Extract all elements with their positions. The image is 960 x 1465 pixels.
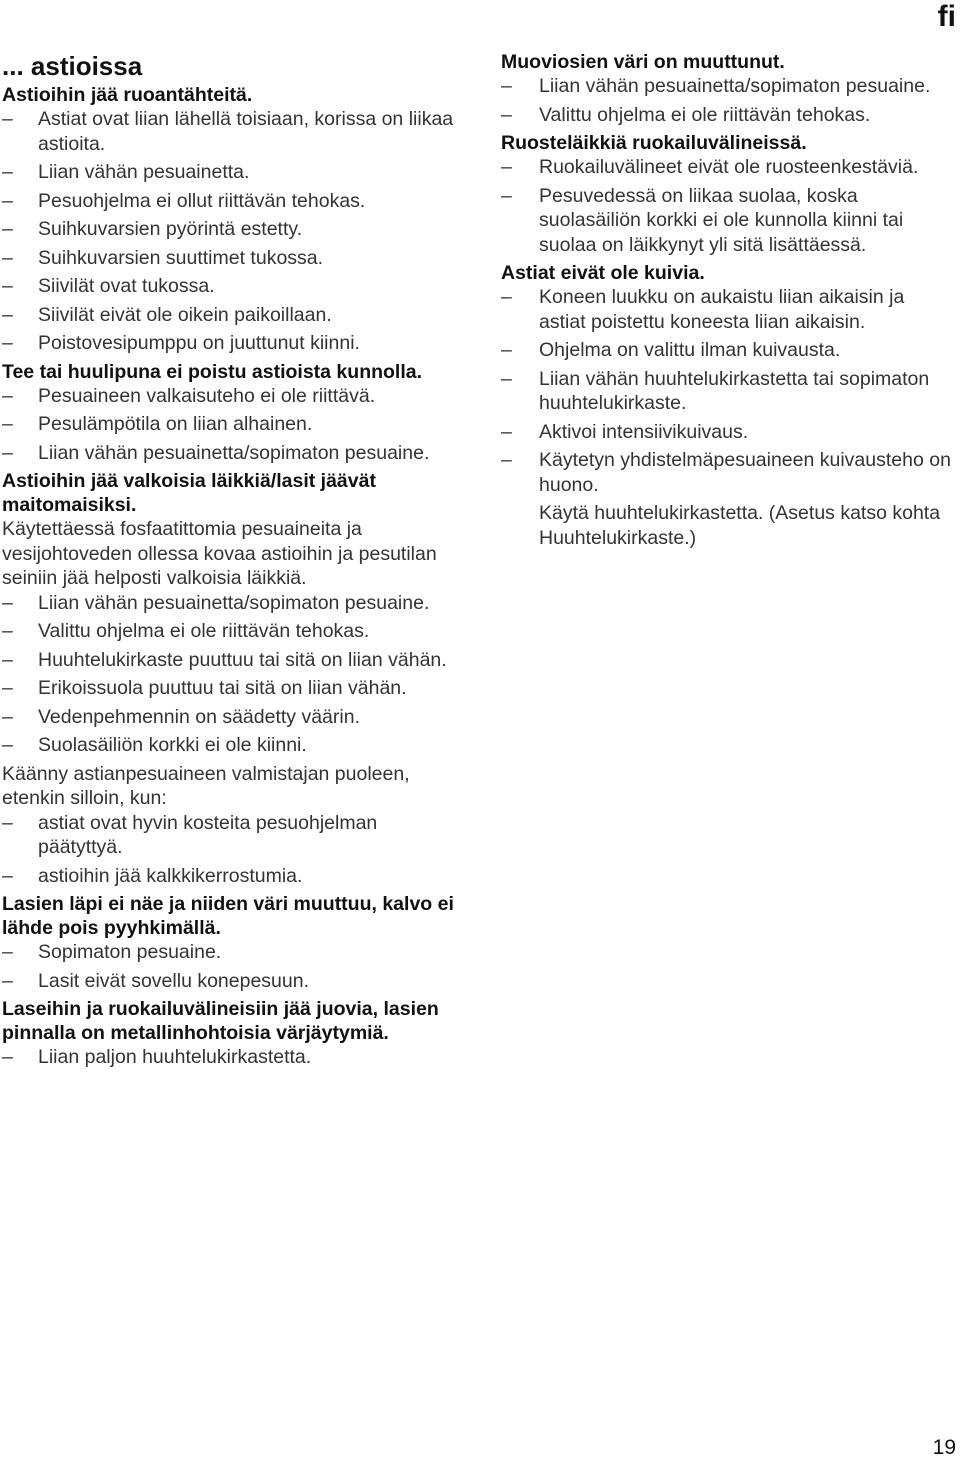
- cause-item: – Pesulämpötila on liian alhainen.: [2, 412, 467, 437]
- cause-item: – Sopimaton pesuaine.: [2, 940, 467, 965]
- problem-heading: Ruosteläikkiä ruokailuvälineissä.: [501, 132, 807, 154]
- cause-item: – Pesuvedessä on liikaa suolaa, koska suolasäiliön korkki ei ole kunnolla kiinni tai suolaa on läikkynyt yli sitä lisättäessä.: [501, 184, 956, 258]
- cause-item: – Käytetyn yhdistelmäpesuaineen kuivausteho on huono.: [501, 448, 956, 497]
- cause-item: – Siivilät eivät ole oikein paikoillaan.: [2, 303, 467, 328]
- cause-item: – Siivilät ovat tukossa.: [2, 274, 467, 299]
- section-title: ... astioissa: [2, 51, 143, 81]
- problem-heading: Lasien läpi ei näe ja niiden väri muuttuu, kalvo ei lähde pois pyyhkimällä.: [2, 893, 454, 939]
- cause-item: – Vedenpehmennin on säädetty väärin.: [2, 705, 467, 730]
- cause-item: – Erikoissuola puuttuu tai sitä on liian vähän.: [2, 676, 467, 701]
- cause-item: – Pesuaineen valkaisuteho ei ole riittävä.: [2, 384, 467, 409]
- cause-item: – Lasit eivät sovellu konepesuun.: [2, 969, 467, 994]
- cause-item: – Valittu ohjelma ei ole riittävän tehokas.: [501, 103, 956, 128]
- right-column: [501, 50, 956, 550]
- language-code: fi: [937, 0, 956, 33]
- cause-item: – Poistovesipumppu on juuttunut kiinni.: [2, 331, 467, 356]
- paragraph: Käytettäessä fosfaatittomia pesuaineita ja vesijohtoveden ollessa kovaa astioihin ja pesutilan seiniin jää helposti valkoisia läikkiä.: [2, 518, 437, 589]
- cause-item: – astiat ovat hyvin kosteita pesuohjelman päätyttyä.: [2, 811, 467, 860]
- cause-item: – Huuhtelukirkaste puuttuu tai sitä on liian vähän.: [2, 648, 467, 673]
- paragraph: Käänny astianpesuaineen valmistajan puoleen, etenkin silloin, kun:: [2, 762, 410, 809]
- problem-heading: Astioihin jää ruoantähteitä.: [2, 84, 253, 106]
- cause-item: – Suihkuvarsien pyörintä estetty.: [2, 217, 467, 242]
- cause-item: – Liian paljon huuhtelukirkastetta.: [2, 1045, 467, 1070]
- cause-item: – Astiat ovat liian lähellä toisiaan, korissa on liikaa astioita.: [2, 107, 467, 156]
- cause-item: – Koneen luukku on aukaistu liian aikaisin ja astiat poistettu koneesta liian aikaisin.: [501, 285, 956, 334]
- cause-item: – Pesuohjelma ei ollut riittävän tehokas.: [2, 189, 467, 214]
- cause-item: – Liian vähän pesuainetta/sopimaton pesuaine.: [2, 591, 467, 616]
- problem-heading: Tee tai huulipuna ei poistu astioista kunnolla.: [2, 360, 423, 383]
- problem-heading: Astioihin jää valkoisia läikkiä/lasit jäävät maitomaisiksi.: [2, 470, 376, 516]
- problem-heading: Muoviosien väri on muuttunut.: [501, 51, 785, 73]
- cause-item: – Liian vähän pesuainetta.: [2, 160, 467, 185]
- cause-item: – Liian vähän pesuainetta/sopimaton pesuaine.: [501, 74, 956, 99]
- page-number: 19: [932, 1436, 956, 1459]
- cause-item: – Suihkuvarsien suuttimet tukossa.: [2, 246, 467, 271]
- cause-item: – Liian vähän huuhtelukirkastetta tai sopimaton huuhtelukirkaste.: [501, 367, 956, 416]
- problem-heading: Astiat eivät ole kuivia.: [501, 262, 705, 284]
- cause-item: – Ohjelma on valittu ilman kuivausta.: [501, 338, 956, 363]
- left-content: [2, 83, 467, 1070]
- problem-heading: Laseihin ja ruokailuvälineisiin jää juovia, lasien pinnalla on metallinhohtoisia värjäytymiä.: [2, 998, 439, 1044]
- cause-item: – astioihin jää kalkkikerrostumia.: [2, 864, 467, 889]
- cause-item: – Liian vähän pesuainetta/sopimaton pesuaine.: [2, 441, 467, 466]
- cause-item: – Valittu ohjelma ei ole riittävän tehokas.: [2, 619, 467, 644]
- cause-item: – Aktivoi intensiivikuivaus.: [501, 420, 956, 445]
- cause-item: – Suolasäiliön korkki ei ole kiinni.: [2, 733, 467, 758]
- note-text: Käytä huuhtelukirkastetta. (Asetus katso kohta Huuhtelukirkaste.): [539, 502, 941, 549]
- right-content: [501, 50, 956, 550]
- left-column: [2, 50, 467, 1074]
- cause-item: – Ruokailuvälineet eivät ole ruosteenkestäviä.: [501, 155, 956, 180]
